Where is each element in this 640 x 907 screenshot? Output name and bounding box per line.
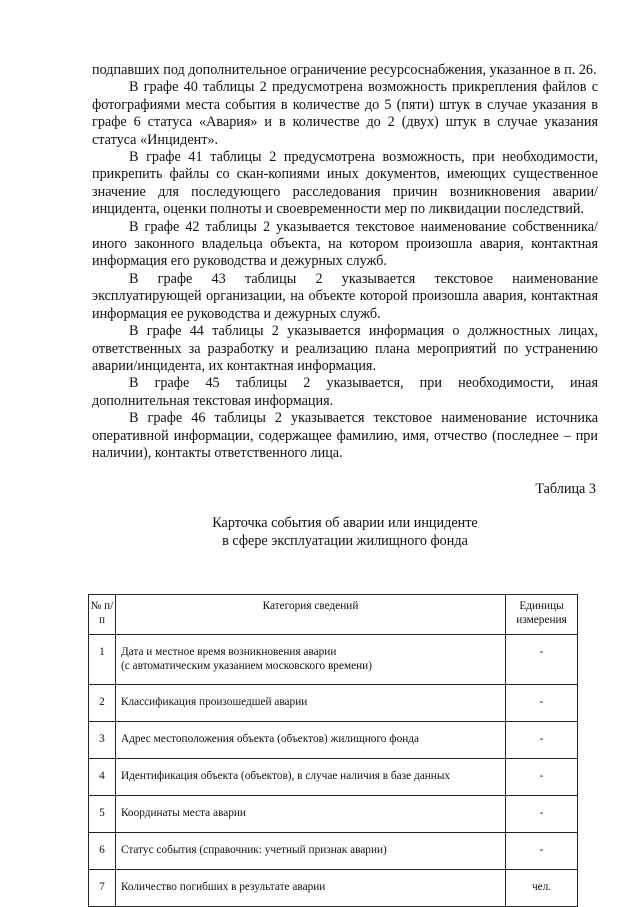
card-title-line2: в сфере эксплуатации жилищного фонда (222, 532, 468, 549)
row-category-line1: Дата и местное время возникновения аварии (120, 646, 337, 658)
card-title (92, 515, 598, 550)
row-unit: - (506, 833, 578, 870)
paragraph-grafa-45: В графе 45 таблицы 2 указывается, при необходимости, иная дополнительная текстовая информация. (92, 375, 598, 409)
table-row (89, 833, 578, 870)
paragraph-grafa-46: В графе 46 таблицы 2 указывается текстовое наименование источника оперативной информации, содержащее фамилию, имя, отчество (последнее – при наличии), контакты ответственного лица. (92, 410, 598, 461)
row-num: 3 (89, 722, 116, 759)
paragraph-grafa-41: В графе 41 таблицы 2 предусмотрена возможность, при необходимости, прикрепить файлы со скан-копиями иных документов, имеющих существенное значение для последующего расследования причин возникновения аварии/инцидента, оценки полноты и своевременности мер по ликвидации последствий. (92, 149, 598, 218)
row-unit: - (506, 635, 578, 685)
table-row (89, 722, 578, 759)
row-category: Идентификация объекта (объектов), в случае наличия в базе данных (115, 759, 505, 796)
header-num: № п/п (89, 595, 116, 635)
paragraph-grafa-43: В графе 43 таблицы 2 указывается текстовое наименование эксплуатирующей организации, на объекте которой произошла авария, контактная информация ее руководства и дежурных служб. (92, 270, 598, 322)
row-num: 1 (89, 635, 116, 685)
row-unit: - (506, 796, 578, 833)
card-title-line1: Карточка события об аварии или инциденте (212, 515, 478, 532)
row-category: Классификация произошедшей аварии (115, 685, 505, 722)
row-num: 4 (89, 759, 116, 796)
event-card-table (88, 594, 578, 907)
row-unit: - (506, 685, 578, 722)
table-row (89, 796, 578, 833)
table-header-row (89, 595, 578, 635)
row-num: 5 (89, 796, 116, 833)
paragraph-grafa-40: В графе 40 таблицы 2 предусмотрена возможность прикрепления файлов с фотографиями места события в количестве до 5 (пяти) штук в случае указания в графе 6 статуса «Авария» и в количестве до 2 (двух) штук в случае указания статуса «Инцидент». (92, 79, 598, 148)
row-category-line2: (с автоматическим указанием московского времени) (120, 660, 372, 672)
table-row (89, 635, 578, 685)
document-page (92, 62, 598, 550)
row-unit: - (506, 759, 578, 796)
paragraph-continuation: подпавших под дополнительное ограничение ресурсоснабжения, указанное в п. 26. (92, 62, 597, 78)
paragraph-grafa-42: В графе 42 таблицы 2 указывается текстовое наименование собственника/иного законного владельца объекта, на котором произошла авария, контактная информация его руководства и дежурных служб. (92, 218, 598, 270)
row-unit: - (506, 722, 578, 759)
row-num: 6 (89, 833, 116, 870)
table-label: Таблица 3 (535, 481, 596, 498)
row-category: Адрес местоположения объекта (объектов) жилищного фонда (115, 722, 505, 759)
header-unit: Единицы измерения (506, 595, 578, 635)
table-row (89, 870, 578, 907)
header-category: Категория сведений (115, 595, 505, 635)
paragraph-grafa-44: В графе 44 таблицы 2 указывается информация о должностных лицах, ответственных за разработку и реализацию плана мероприятий по устранению аварии/инцидента, их контактная информация. (92, 323, 598, 374)
row-category: Количество погибших в результате аварии (115, 870, 505, 907)
table-row (89, 759, 578, 796)
table-row (89, 685, 578, 722)
row-num: 2 (89, 685, 116, 722)
row-category (115, 635, 505, 685)
row-category: Координаты места аварии (115, 796, 505, 833)
row-category: Статус события (справочник: учетный признак аварии) (115, 833, 505, 870)
row-unit: чел. (506, 870, 578, 907)
row-num: 7 (89, 870, 116, 907)
